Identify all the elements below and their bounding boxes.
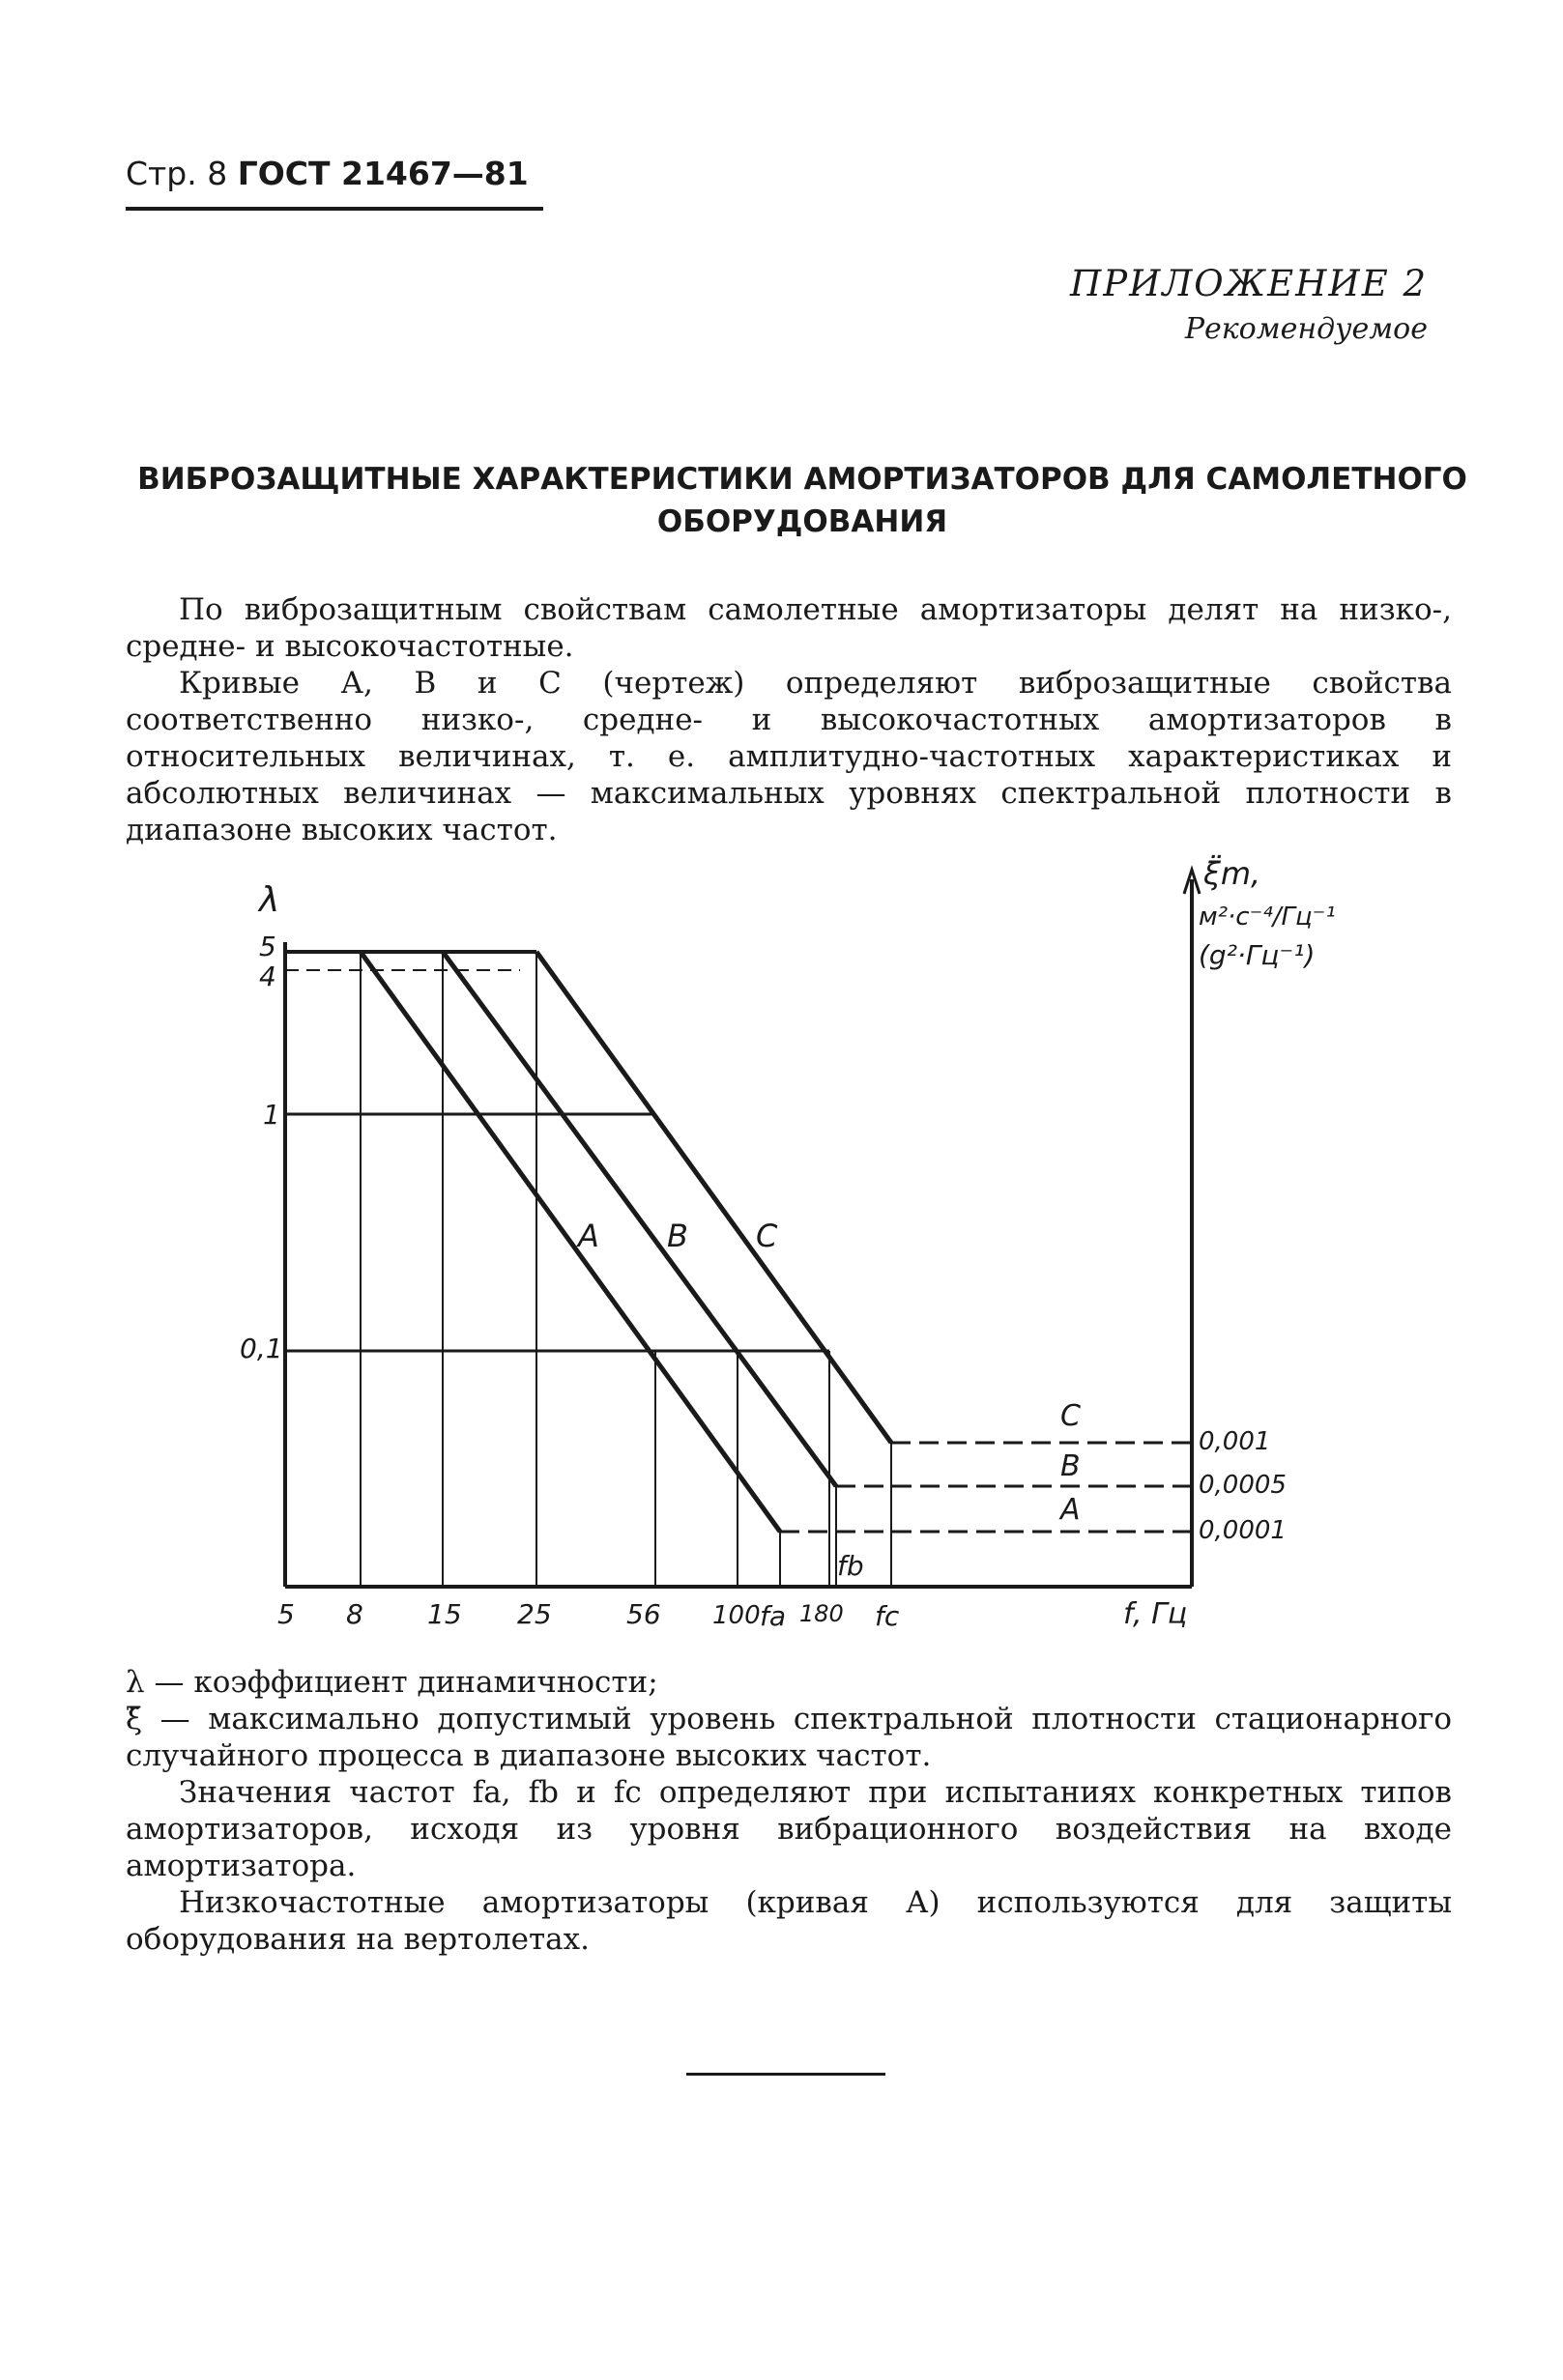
frequency-note: Значения частот fa, fb и fc определяют при испытаниях конкретных типов амортизаторов, исходя из уровня вибрационного воздействия на входе амортизатора. xyxy=(126,1775,1452,1883)
y-tick-4: 4 xyxy=(259,961,276,992)
psd-b-label: B xyxy=(1060,1449,1081,1483)
right-tick-0001: 0,001 xyxy=(1199,1427,1271,1456)
page-number: Стр. 8 xyxy=(126,155,228,192)
x-tick-180: 180 xyxy=(799,1600,844,1627)
curve-c-label: C xyxy=(756,1218,778,1254)
right-tick-00001: 0,0001 xyxy=(1199,1516,1287,1545)
usage-note: Низкочастотные амортизаторы (кривая А) используются для защиты оборудования на вертолетах. xyxy=(126,1885,1452,1957)
psd-axis-label-1: ξ̈m, xyxy=(1203,855,1261,892)
x-tick-25: 25 xyxy=(517,1598,552,1630)
psd-c-label: C xyxy=(1060,1399,1081,1433)
lambda-axis-label: λ xyxy=(259,880,280,920)
gost-number: ГОСТ 21467—81 xyxy=(237,155,529,192)
intro-paragraph-2: Кривые А, В и С (чертеж) определяют виброзащитные свойства соответственно низко-, средне- и высокочастотных амортизаторов в относительных величинах, т. е. амплитудно-частотных характеристиках и абсолютных величинах — максимальных уровнях спектральной плотности в диапазоне высоких частот. xyxy=(126,666,1452,847)
bottom-rule xyxy=(686,2073,885,2076)
x-tick-fc: fc xyxy=(875,1600,900,1632)
y-tick-1: 1 xyxy=(263,1099,280,1131)
x-tick-fa: fa xyxy=(760,1600,787,1632)
title-line-1: ВИБРОЗАЩИТНЫЕ ХАРАКТЕРИСТИКИ АМОРТИЗАТОРОВ ДЛЯ САМОЛЕТНОГО xyxy=(137,462,1467,497)
x-tick-8: 8 xyxy=(346,1598,363,1630)
appendix-title: ПРИЛОЖЕНИЕ 2 xyxy=(1069,263,1428,304)
curve-a xyxy=(361,952,780,1532)
right-tick-00005: 0,0005 xyxy=(1199,1471,1287,1500)
appendix-subtitle: Рекомендуемое xyxy=(1184,312,1428,346)
x-tick-100: 100 xyxy=(712,1601,761,1630)
curve-c xyxy=(536,952,891,1443)
intro-paragraph-1: По виброзащитным свойствам самолетные амортизаторы делят на низко-, средне- и высокочастотные. xyxy=(126,592,1452,664)
notes-block xyxy=(126,1664,1452,1958)
psd-axis-label-2: м²·с⁻⁴/Гц⁻¹ xyxy=(1199,903,1336,932)
y-tick-5: 5 xyxy=(259,931,276,962)
fb-label: fb xyxy=(837,1550,864,1582)
xi-definition: ξ̈ — максимально допустимый уровень спектральной плотности стационарного случайного процесса в диапазоне высоких частот. xyxy=(126,1702,1452,1773)
curve-b-label: B xyxy=(667,1218,688,1254)
curve-a-label: A xyxy=(578,1218,599,1254)
title-line-2: ОБОРУДОВАНИЯ xyxy=(656,504,948,539)
x-axis-title: f, Гц xyxy=(1123,1597,1188,1631)
psd-a-label: A xyxy=(1060,1493,1081,1527)
x-tick-5: 5 xyxy=(277,1598,295,1630)
lambda-definition: λ — коэффициент динамичности; xyxy=(126,1665,658,1700)
psd-axis-label-3: (g²·Гц⁻¹) xyxy=(1199,939,1316,971)
x-tick-15: 15 xyxy=(427,1598,462,1630)
x-tick-56: 56 xyxy=(626,1598,661,1630)
y-tick-01: 0,1 xyxy=(240,1333,283,1364)
